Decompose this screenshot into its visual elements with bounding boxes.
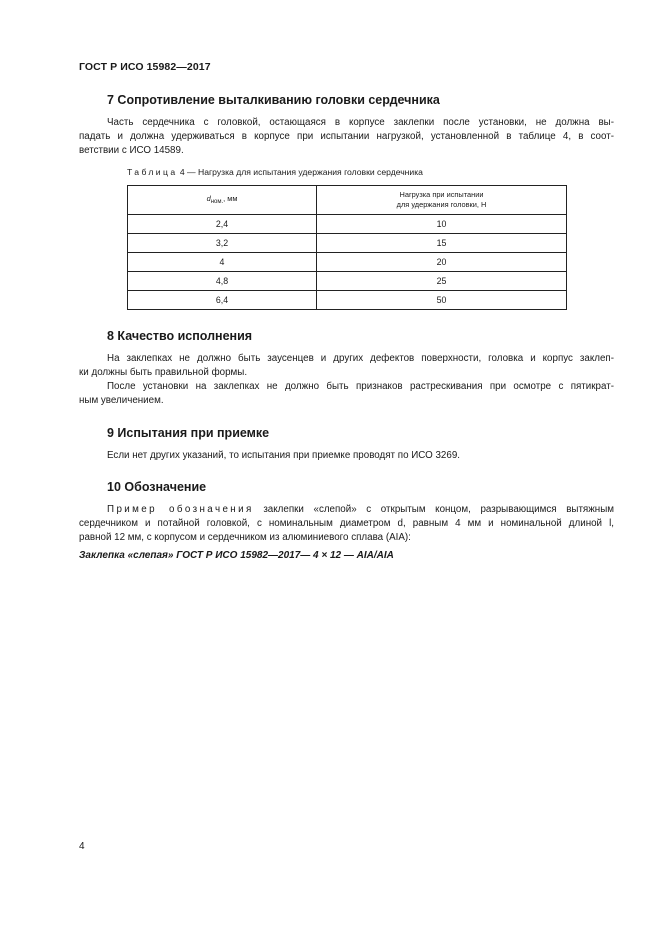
- example-word: Пример обозначения: [107, 504, 254, 515]
- table-row: [128, 253, 567, 272]
- section-8-paragraph: [79, 352, 614, 408]
- load-cell: 15: [317, 234, 567, 253]
- table-row: [128, 215, 567, 234]
- table-row: [128, 272, 567, 291]
- table-row: [128, 291, 567, 310]
- load-table: [127, 185, 567, 310]
- section-7-title: 7 Сопротивление выталкиванию головки сердечника: [107, 93, 440, 107]
- table-row: [128, 234, 567, 253]
- section-8-line-1: На заклепках не должно быть заусенцев и других дефектов поверхности, головка и корпус заклеп-: [107, 353, 614, 364]
- load-cell: 25: [317, 272, 567, 291]
- diameter-symbol: d: [206, 193, 211, 203]
- load-cell: 10: [317, 215, 567, 234]
- table-caption-text: 4 — Нагрузка для испытания удержания головки сердечника: [179, 167, 423, 177]
- diameter-cell: 2,4: [128, 215, 317, 234]
- section-9-line-1: Если нет других указаний, то испытания при приемке проводят по ИСО 3269.: [107, 450, 460, 461]
- section-10-line-3: равной 12 мм, с корпусом и сердечником из алюминиевого сплава (AIA):: [79, 532, 411, 543]
- diameter-unit: , мм: [223, 193, 238, 203]
- standard-header: ГОСТ Р ИСО 15982—2017: [79, 61, 211, 73]
- table-caption-label: Таблица: [127, 167, 178, 177]
- section-8-title: 8 Качество исполнения: [107, 329, 253, 343]
- diameter-subscript: ном.: [210, 198, 224, 205]
- section-7-paragraph: [79, 116, 614, 158]
- load-cell: 20: [317, 253, 567, 272]
- section-8-line-3: После установки на заклепках не должно быть признаков растрескивания при осмотре с пятикрат-: [107, 381, 614, 392]
- section-10-line-1-rest: заклепки «слепой» с открытым концом, разрывающимся вытяжным: [263, 504, 614, 515]
- diameter-cell: 3,2: [128, 234, 317, 253]
- load-header-line-2: для удержания головки, Н: [396, 200, 487, 209]
- diameter-cell: 4,8: [128, 272, 317, 291]
- section-10-line-2: сердечником и потайной головкой, с номинальным диаметром d, равным 4 мм и номинальной длиной l,: [79, 518, 614, 529]
- designation-example: Заклепка «слепая» ГОСТ Р ИСО 15982—2017— 4 × 12 — AIA/AIA: [79, 550, 394, 561]
- section-9-title: 9 Испытания при приемке: [107, 426, 270, 440]
- page-number: 4: [79, 841, 85, 852]
- table-header-load: [317, 186, 567, 215]
- table-header-row: [128, 186, 567, 215]
- section-10-title: 10 Обозначение: [107, 480, 207, 494]
- section-7-line-2: падать и должна удерживаться в корпусе при испытании нагрузкой, установленной в таблице 4, в соот-: [79, 131, 614, 142]
- section-7-line-3: ветствии с ИСО 14589.: [79, 145, 184, 156]
- section-8-line-2: ки должны быть правильной формы.: [79, 367, 248, 378]
- table-header-diameter: [128, 186, 317, 215]
- load-header-line-1: Нагрузка при испытании: [399, 190, 484, 199]
- table-caption: [127, 167, 423, 177]
- section-7-line-1: Часть сердечника с головкой, остающаяся в корпусе заклепки после установки, не должна вы-: [107, 117, 614, 128]
- section-10-line-1: [79, 503, 614, 517]
- section-8-line-4: ным увеличением.: [79, 395, 164, 406]
- load-cell: 50: [317, 291, 567, 310]
- diameter-cell: 4: [128, 253, 317, 272]
- diameter-cell: 6,4: [128, 291, 317, 310]
- section-9-paragraph: [79, 449, 614, 463]
- section-10-paragraph: [79, 503, 614, 545]
